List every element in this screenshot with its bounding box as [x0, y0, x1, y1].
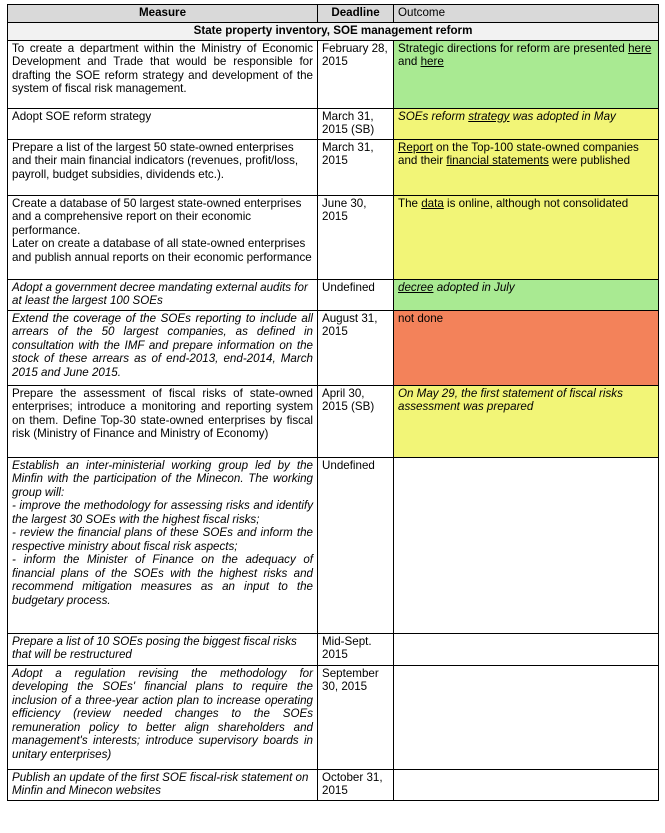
- measure-cell: Prepare a list of 10 SOEs posing the biggest fiscal risks that will be restructured: [8, 633, 318, 665]
- section-title: State property inventory, SOE management reform: [8, 23, 659, 41]
- measure-paragraph: - inform the Minister of Finance on the adequacy of financial plans of the SOEs with the highest risks and recommend mitigation measures as an input to the budgetary process.: [12, 553, 313, 607]
- deadline-cell: September 30, 2015: [318, 665, 394, 769]
- outcome-cell: not done: [394, 310, 659, 385]
- outcome-text: SOEs reform: [398, 109, 465, 123]
- outcome-cell: [394, 108, 659, 139]
- outcome-link-here-2[interactable]: here: [420, 55, 444, 68]
- deadline-cell: March 31, 2015 (SB): [318, 108, 394, 139]
- deadline-cell: Undefined: [318, 457, 394, 633]
- outcome-cell: On May 29, the first statement of fiscal risks assessment was prepared: [394, 385, 659, 457]
- table-row: [8, 108, 659, 139]
- reform-measures-table: [7, 4, 659, 801]
- outcome-text: is online, although not consolidated: [447, 196, 629, 210]
- measure-cell: Prepare a list of the largest 50 state-owned enterprises and their main financial indicators (revenues, profit/loss, payroll, budget subsidies, dividends etc.).: [8, 139, 318, 195]
- header-outcome: Outcome: [394, 5, 659, 23]
- outcome-cell: [394, 769, 659, 800]
- table-row: [8, 310, 659, 385]
- measure-paragraph: - review the financial plans of these SOEs and inform the respective ministry about fiscal risk aspects;: [12, 526, 313, 553]
- outcome-cell: [394, 279, 659, 310]
- outcome-cell: [394, 457, 659, 633]
- outcome-text: on the Top-100 state-owned companies and their: [398, 140, 639, 167]
- header-measure: Measure: [8, 5, 318, 23]
- table-row: [8, 665, 659, 769]
- measure-cell: Adopt SOE reform strategy: [8, 108, 318, 139]
- outcome-and: and: [398, 55, 418, 68]
- deadline-cell: August 31, 2015: [318, 310, 394, 385]
- outcome-text: were published: [552, 154, 631, 167]
- measure-cell: [8, 457, 318, 633]
- measure-cell: Adopt a government decree mandating external audits for at least the largest 100 SOEs: [8, 279, 318, 310]
- outcome-cell: [394, 665, 659, 769]
- section-row: [8, 23, 659, 41]
- outcome-link-decree[interactable]: decree: [398, 280, 434, 294]
- outcome-cell: [394, 633, 659, 665]
- outcome-link-report[interactable]: Report: [398, 140, 433, 154]
- measure-paragraph: Establish an inter-ministerial working group led by the Minfin with the participation of the Minecon. The working group will:: [12, 458, 313, 499]
- table-row: [8, 633, 659, 665]
- outcome-cell: [394, 40, 659, 108]
- header-deadline: Deadline: [318, 5, 394, 23]
- table-row: [8, 195, 659, 279]
- table-row: [8, 769, 659, 800]
- deadline-cell: April 30, 2015 (SB): [318, 385, 394, 457]
- outcome-link-financial-statements[interactable]: financial statements: [446, 154, 549, 167]
- outcome-text: was adopted in May: [512, 109, 616, 123]
- measure-cell: Adopt a regulation revising the methodology for developing the SOEs' financial plans to require the inclusion of a three-year action plan to increase operating efficiency (review needed changes to the SOEs remuneration policy to better align shareholders and management's interests; introduce supervisory boards in unitary enterprises): [8, 665, 318, 769]
- outcome-link-here-1[interactable]: here: [628, 41, 652, 55]
- measure-cell: [8, 195, 318, 279]
- deadline-cell: March 31, 2015: [318, 139, 394, 195]
- outcome-text: The: [398, 196, 418, 210]
- deadline-cell: February 28, 2015: [318, 40, 394, 108]
- measure-paragraph: - improve the methodology for assessing risks and identify the largest 30 SOEs with the highest fiscal risks;: [12, 499, 313, 526]
- measure-cell: Extend the coverage of the SOEs reporting to include all arrears of the 50 largest companies, as defined in consultation with the IMF and prepare information on the stock of these arrears as of end-2013, end-2014, March 2015 and June 2015.: [8, 310, 318, 385]
- table-row: [8, 457, 659, 633]
- outcome-cell: [394, 195, 659, 279]
- measure-paragraph: Create a database of 50 largest state-owned enterprises and a comprehensive report on their economic performance.: [12, 196, 302, 237]
- outcome-link-data[interactable]: data: [421, 196, 444, 210]
- outcome-text: adopted in July: [436, 280, 515, 294]
- outcome-text: Strategic directions for reform are presented: [398, 41, 625, 55]
- table-row: [8, 40, 659, 108]
- deadline-cell: Mid-Sept. 2015: [318, 633, 394, 665]
- table-row: [8, 385, 659, 457]
- deadline-cell: Undefined: [318, 279, 394, 310]
- table-row: [8, 279, 659, 310]
- measure-cell: To create a department within the Ministry of Economic Development and Trade that would be responsible for drafting the SOE reform strategy and development of the system of fiscal risk management.: [8, 40, 318, 108]
- deadline-cell: October 31, 2015: [318, 769, 394, 800]
- outcome-link-strategy[interactable]: strategy: [468, 109, 510, 123]
- measure-cell: Publish an update of the first SOE fiscal-risk statement on Minfin and Minecon websites: [8, 769, 318, 800]
- measure-cell: Prepare the assessment of fiscal risks of state-owned enterprises; introduce a monitoring and reporting system on them. Define Top-30 state-owned enterprises by fiscal risk (Ministry of Finance and Ministry of Economy): [8, 385, 318, 457]
- outcome-cell: [394, 139, 659, 195]
- measure-paragraph: Later on create a database of all state-owned enterprises and publish annual reports on their economic performance: [12, 237, 312, 264]
- deadline-cell: June 30, 2015: [318, 195, 394, 279]
- table-row: [8, 139, 659, 195]
- header-row: [8, 5, 659, 23]
